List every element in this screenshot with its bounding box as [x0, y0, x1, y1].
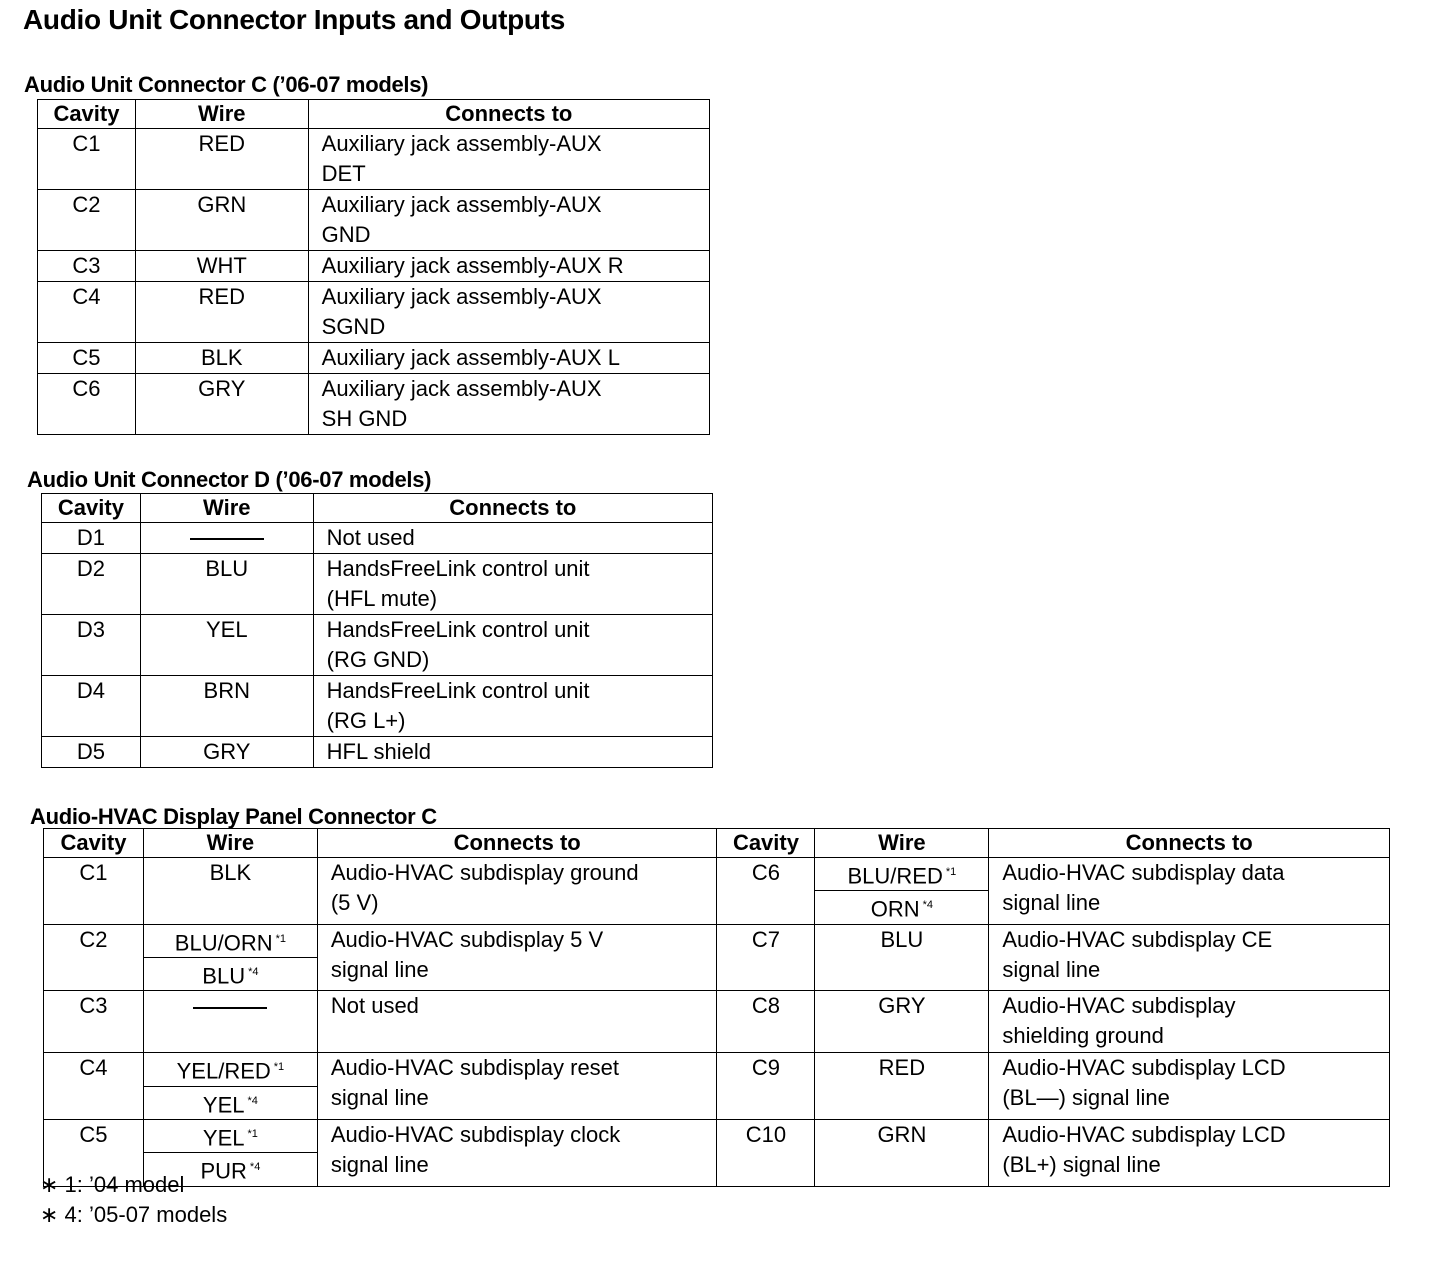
- connects-line-1: Auxiliary jack assembly-AUX R: [321, 253, 624, 278]
- connects-line-1: Audio-HVAC subdisplay ground: [330, 860, 639, 885]
- connects-line-2: (BL+) signal line: [1002, 1151, 1161, 1177]
- wire-color: PUR: [200, 1158, 247, 1184]
- cavity-cell: D1: [42, 523, 141, 554]
- column-header-wire: Wire: [135, 100, 308, 129]
- cavity-cell: C1: [44, 858, 144, 925]
- table-row: [44, 924, 1390, 957]
- wire-cell: [143, 1053, 317, 1086]
- cavity-cell: C2: [44, 924, 144, 991]
- table-row: [42, 676, 713, 737]
- connects-line-1: Audio-HVAC subdisplay data: [1002, 860, 1285, 885]
- wire-cell: [143, 924, 317, 957]
- connects-line-2: shielding ground: [1002, 1023, 1164, 1049]
- column-header-connects-to: Connects to: [989, 829, 1390, 858]
- column-header-cavity: Cavity: [717, 829, 815, 858]
- connects-line-1: Not used: [326, 525, 415, 550]
- connector-d-title: Audio Unit Connector D (’06-07 models): [27, 467, 432, 492]
- cavity-cell: D4: [42, 676, 141, 737]
- connects-to-cell: [308, 251, 709, 282]
- cavity-cell: C1: [38, 129, 136, 190]
- cavity-cell: D2: [42, 554, 141, 615]
- wire-color: BLU/RED: [847, 863, 943, 889]
- connects-line-1: Audio-HVAC subdisplay 5 V: [330, 926, 604, 952]
- wire-cell: YEL: [140, 615, 313, 676]
- wire-cell: BLU: [140, 554, 313, 615]
- connects-to-cell: [308, 190, 709, 251]
- connects-to-cell: [313, 737, 712, 768]
- wire-cell: WHT: [135, 251, 308, 282]
- cavity-cell: C6: [38, 374, 136, 435]
- footnote-marker: *4: [247, 1094, 258, 1107]
- connects-to-cell: [313, 615, 712, 676]
- column-header-cavity: Cavity: [42, 494, 141, 523]
- footnote-1: ∗ 1: ’04 model: [40, 1172, 185, 1197]
- footnote-marker: *1: [247, 1127, 258, 1140]
- connects-line-2: signal line: [330, 956, 429, 982]
- connects-line-1: Audio-HVAC subdisplay reset: [330, 1055, 620, 1081]
- connects-line-2: (5 V): [330, 890, 379, 915]
- connects-line-2: signal line: [330, 1151, 429, 1177]
- wire-color: ORN: [870, 896, 920, 922]
- connects-line-1: HandsFreeLink control unit: [326, 556, 590, 581]
- connects-line-1: Auxiliary jack assembly-AUX: [321, 284, 602, 309]
- wire-cell: RED: [815, 1053, 989, 1120]
- connects-to-cell: [989, 991, 1390, 1053]
- connects-line-1: HFL shield: [326, 739, 431, 764]
- wire-cell: [143, 1119, 317, 1152]
- column-header-connects-to: Connects to: [317, 829, 717, 858]
- cavity-cell: C8: [717, 991, 815, 1053]
- table-row: [38, 190, 710, 251]
- table-header-row: [44, 829, 1390, 858]
- connects-to-cell: [308, 129, 709, 190]
- column-header-connects-to: Connects to: [308, 100, 709, 129]
- wire-cell: [143, 957, 317, 990]
- table-row: [44, 1119, 1390, 1152]
- cavity-cell: D3: [42, 615, 141, 676]
- table-row: [38, 282, 710, 343]
- connects-line-2: (BL—) signal line: [1002, 1085, 1170, 1111]
- table-row: [42, 737, 713, 768]
- footnote-marker: *1: [273, 1061, 285, 1074]
- connects-line-1: Audio-HVAC subdisplay: [1002, 993, 1236, 1019]
- dash-icon: [190, 538, 264, 540]
- cavity-cell: C5: [44, 1119, 144, 1186]
- connects-line-1: Not used: [330, 993, 419, 1019]
- hvac-connector-table: [43, 828, 1390, 1187]
- column-header-cavity: Cavity: [38, 100, 136, 129]
- column-header-wire: Wire: [143, 829, 317, 858]
- wire-cell: BLK: [143, 858, 317, 925]
- wire-color: BLU/ORN: [174, 929, 273, 955]
- connects-to-cell: [989, 858, 1390, 925]
- wire-cell: [140, 523, 313, 554]
- cavity-cell: C4: [38, 282, 136, 343]
- connects-to-cell: [317, 1053, 717, 1120]
- column-header-wire: Wire: [140, 494, 313, 523]
- page-title: Audio Unit Connector Inputs and Outputs: [23, 4, 566, 35]
- table-row: [44, 1053, 1390, 1086]
- wire-cell: GRY: [135, 374, 308, 435]
- connects-line-2: DET: [321, 161, 366, 186]
- column-header-cavity: Cavity: [44, 829, 144, 858]
- table-row: [44, 991, 1390, 1053]
- connects-line-1: Auxiliary jack assembly-AUX: [321, 192, 602, 217]
- cavity-cell: C6: [717, 858, 815, 925]
- wire-cell: GRY: [140, 737, 313, 768]
- wire-cell: BLU: [815, 924, 989, 991]
- connector-d-table: [41, 493, 713, 768]
- table-row: [38, 343, 710, 374]
- connects-line-1: Auxiliary jack assembly-AUX: [321, 131, 602, 156]
- cavity-cell: C2: [38, 190, 136, 251]
- connects-line-2: GND: [321, 222, 371, 247]
- connects-line-1: Audio-HVAC subdisplay clock: [330, 1121, 621, 1147]
- connects-line-1: Audio-HVAC subdisplay LCD: [1002, 1121, 1286, 1147]
- connects-to-cell: [989, 1053, 1390, 1120]
- column-header-connects-to: Connects to: [313, 494, 712, 523]
- cavity-cell: D5: [42, 737, 141, 768]
- cavity-cell: C9: [717, 1053, 815, 1120]
- connects-line-1: HandsFreeLink control unit: [326, 678, 590, 703]
- footnote-marker: *1: [275, 932, 286, 945]
- connects-to-cell: [308, 374, 709, 435]
- wire-cell: RED: [135, 282, 308, 343]
- wire-cell: BLK: [135, 343, 308, 374]
- table-row: [38, 251, 710, 282]
- cavity-cell: C7: [717, 924, 815, 991]
- wire-color: YEL: [202, 1091, 245, 1117]
- connects-to-cell: [308, 282, 709, 343]
- footnote-4: ∗ 4: ’05-07 models: [40, 1202, 228, 1227]
- connects-line-2: signal line: [330, 1085, 429, 1111]
- connects-to-cell: [313, 554, 712, 615]
- connects-line-1: Auxiliary jack assembly-AUX L: [321, 345, 620, 370]
- wire-cell: [143, 991, 317, 1053]
- connects-line-2: (HFL mute): [326, 586, 438, 611]
- connects-to-cell: [308, 343, 709, 374]
- footnote-marker: *4: [249, 1161, 261, 1174]
- table-header-row: [38, 100, 710, 129]
- connects-to-cell: [317, 924, 717, 991]
- connector-c-title: Audio Unit Connector C (’06-07 models): [24, 72, 429, 97]
- table-row: [42, 615, 713, 676]
- connects-to-cell: [317, 858, 717, 925]
- table-row: [42, 554, 713, 615]
- wire-color: YEL/RED: [176, 1058, 271, 1084]
- connects-to-cell: [317, 991, 717, 1053]
- footnote-marker: *4: [922, 899, 934, 912]
- wire-cell: GRN: [815, 1119, 989, 1186]
- connects-line-2: (RG GND): [326, 647, 430, 672]
- connects-line-1: Audio-HVAC subdisplay CE: [1002, 926, 1273, 952]
- hvac-connector-title: Audio-HVAC Display Panel Connector C: [30, 804, 437, 829]
- cavity-cell: C5: [38, 343, 136, 374]
- table-row: [44, 858, 1390, 891]
- wire-cell: GRY: [815, 991, 989, 1053]
- connects-to-cell: [313, 523, 712, 554]
- wire-cell: [815, 858, 989, 891]
- wire-color: BLU: [202, 963, 246, 989]
- connects-line-2: signal line: [1002, 956, 1101, 982]
- dash-icon: [193, 1007, 267, 1009]
- connects-line-2: SGND: [321, 314, 386, 339]
- table-header-row: [42, 494, 713, 523]
- connects-to-cell: [317, 1119, 717, 1186]
- wire-cell: BRN: [140, 676, 313, 737]
- cavity-cell: C4: [44, 1053, 144, 1120]
- wire-color: YEL: [202, 1125, 245, 1151]
- footnote-marker: *1: [945, 866, 957, 878]
- connects-to-cell: [313, 676, 712, 737]
- cavity-cell: C3: [44, 991, 144, 1053]
- table-row: [38, 129, 710, 190]
- connects-to-cell: [989, 924, 1390, 991]
- table-row: [38, 374, 710, 435]
- connects-line-2: signal line: [1002, 890, 1101, 915]
- connects-line-1: HandsFreeLink control unit: [326, 617, 590, 642]
- connector-c-table: [37, 99, 710, 435]
- connects-line-1: Auxiliary jack assembly-AUX: [321, 376, 602, 401]
- table-row: [42, 523, 713, 554]
- connects-line-1: Audio-HVAC subdisplay LCD: [1002, 1055, 1286, 1081]
- wire-cell: [815, 891, 989, 924]
- column-header-wire: Wire: [815, 829, 989, 858]
- footnote-marker: *4: [248, 965, 259, 978]
- wire-cell: RED: [135, 129, 308, 190]
- connects-line-2: (RG L+): [326, 708, 406, 733]
- cavity-cell: C3: [38, 251, 136, 282]
- wire-cell: GRN: [135, 190, 308, 251]
- cavity-cell: C10: [717, 1119, 815, 1186]
- connects-line-2: SH GND: [321, 406, 408, 431]
- connects-to-cell: [989, 1119, 1390, 1186]
- wire-cell: [143, 1086, 317, 1119]
